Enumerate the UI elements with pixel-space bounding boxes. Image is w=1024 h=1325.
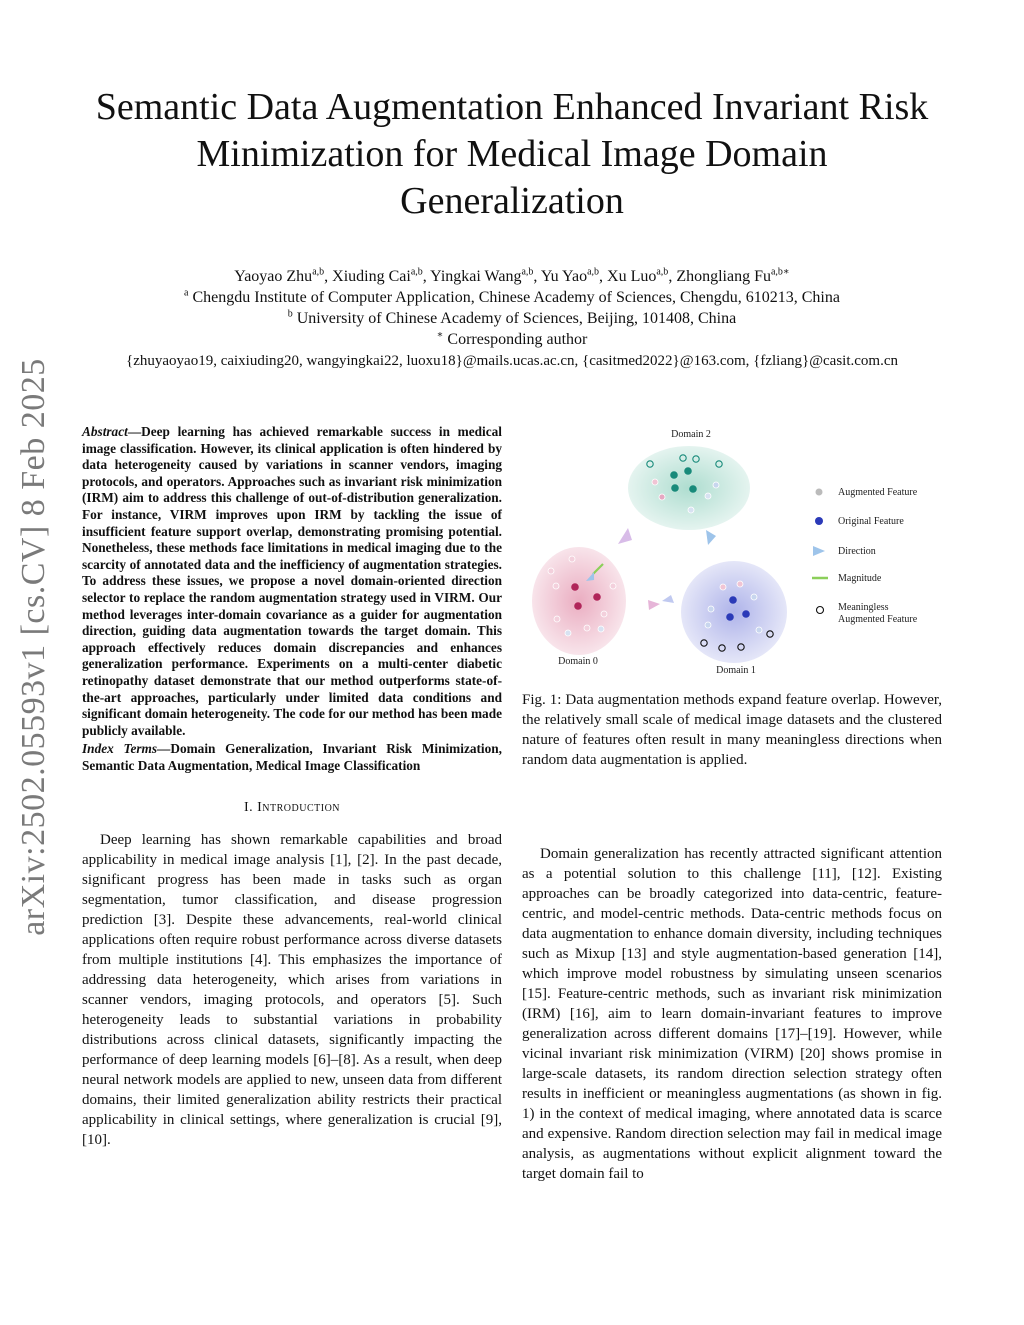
author-name: Yu Yao (540, 268, 588, 285)
augmented-feature-point (659, 494, 665, 500)
augmented-feature-point (569, 556, 575, 562)
augmented-feature-point (548, 568, 554, 574)
intro-paragraph-1: Deep learning has shown remarkable capabilities and broad applicability in medical image analysis [1], [2]. In the past decade, significant progress has been made in tasks such as organ segmentation, tumor classification, and disease progression prediction [3]. Despite these advancements, real-world clinical applications often require robust performance across diverse datasets from multiple institutions [4]. This emphasizes the importance of addressing data heterogeneity, which arises from variations in scanner vendors, imaging protocols, and operators [5]. Such heterogeneity leads to substantial variations in probability distributions across clinical datasets, significantly impacting the performance of deep learning models [6]–[8]. As a result, when deep neural network models are applied to new, unseen data from different domains, their limited generalization ability restricts their practical applicability in clinical settings, where generalization is crucial [9], [10]. (82, 832, 502, 1149)
original-feature-point (671, 484, 679, 492)
author-block (80, 266, 944, 372)
direction-arrow (648, 600, 660, 610)
legend-original-label: Original Feature (838, 516, 904, 527)
author-list: Yaoyao Zhu$^{a,b}$, Xiuding Cai$^{a,b}$, Yingkai Wang$^{a,b}$, Yu Yao$^{a,b}$, Xu Luo$^{a,b}$, Zhongliang $Fu^{a,b∗}$ (234, 266, 790, 285)
author-affiliation-mark: a,b (521, 266, 534, 278)
author-affiliation-mark: a,b∗ (770, 266, 790, 278)
index-terms-label: Index Terms (82, 741, 158, 757)
original-feature-point (684, 467, 692, 475)
direction-arrow (618, 528, 632, 544)
abstract (82, 424, 502, 739)
right-column (522, 844, 942, 1184)
legend-meaningless-icon (817, 607, 824, 614)
left-column (82, 424, 502, 1150)
author-affiliation-mark: a,b (656, 266, 669, 278)
augmented-feature-point (713, 482, 719, 488)
legend-meaningless-label-2: Augmented Feature (838, 614, 918, 625)
legend-direction-icon (813, 546, 825, 556)
direction-arrow (662, 595, 674, 603)
figure-1-caption: Fig. 1: Data augmentation methods expand feature overlap. However, the relatively small scale of medical image datasets and the clustered nature of features often result in many meaningless directions when random data augmentation is applied. (522, 692, 942, 768)
domain-2-cluster (628, 446, 750, 530)
original-feature-point (670, 471, 678, 479)
author-affiliation-mark: a,b (587, 266, 600, 278)
augmented-feature-point (598, 626, 604, 632)
augmented-feature-point (610, 583, 616, 589)
author-name: Xu Luo (607, 268, 657, 285)
domain-0-label: Domain 0 (558, 656, 598, 667)
augmented-feature-point (720, 584, 726, 590)
augmented-feature-point (553, 583, 559, 589)
augmented-feature-point (584, 625, 590, 631)
figure-1 (530, 424, 930, 686)
legend-direction-label: Direction (838, 546, 876, 557)
original-feature-point (742, 610, 750, 618)
augmented-feature-point (708, 606, 714, 612)
legend-original-icon (815, 517, 823, 525)
direction-arrow (706, 530, 716, 545)
original-feature-point (571, 583, 579, 591)
domain-1-label: Domain 1 (716, 665, 756, 676)
original-feature-point (689, 485, 697, 493)
legend-magnitude-label: Magnitude (838, 573, 882, 584)
author-name: Yingkai Wang (430, 268, 522, 285)
author-affiliation-mark: a,b (410, 266, 423, 278)
domain-0-cluster (532, 547, 626, 655)
domain-2-label: Domain 2 (671, 429, 711, 440)
author-name: Yaoyao Zhu (234, 268, 313, 285)
arxiv-sidebar (4, 358, 64, 936)
augmented-feature-point (652, 479, 658, 485)
section-heading-introduction: I. Introduction (243, 800, 341, 816)
intro-paragraph-2: Domain generalization has recently attracted significant attention as a potential solution to this challenge [11], [12]. Existing approaches can be broadly categorized into data-centric, feature-centric, and model-centric methods. Data-centric methods focus on data augmentation to enhance domain diversity, including techniques such as Mixup [13] and style augmentation-based generation [14], which improve model robustness by simulating unseen scenarios [15]. Feature-centric methods, such as invariant risk minimization (IRM) [16], aim to learn domain-invariant features to improve generalization across different domains [17]–[19]. However, while vicinal invariant risk minimization (VIRM) [20] shows promise in large-scale datasets, its random direction selection strategy often results in inefficient or meaningless augmentations (as shown in fig. 1) in the context of medical imaging, where annotated data is scarce and expensive. Random direction selection may fail in medical image analysis, as augmentations without explicit alignment toward the target domain fail to (522, 846, 942, 1182)
legend-augmented-icon (816, 489, 823, 496)
legend-augmented-label: Augmented Feature (838, 487, 918, 498)
augmented-feature-point (554, 616, 560, 622)
index-terms (82, 741, 502, 774)
corresponding-note: ∗ Corresponding author (436, 329, 588, 348)
augmented-feature-point (737, 581, 743, 587)
augmented-feature-point (565, 630, 571, 636)
augmented-feature-point (601, 611, 607, 617)
original-feature-point (574, 602, 582, 610)
author-affiliation-mark: a,b (312, 266, 325, 278)
affiliation-b: $^b$ University of Chinese Academy of Sciences, Beijing, 101408, China (287, 308, 737, 327)
domain-1-cluster (681, 561, 787, 663)
author-emails: {zhuyaoyao19, caixiuding20, wangyingkai22, luoxu18}@mails.ucas.ac.cn, {casitmed2022}@163.com, {fzliang}@casit.com.cn (126, 353, 898, 369)
augmented-feature-point (756, 627, 762, 633)
augmented-feature-point (688, 507, 694, 513)
feature-overlap-diagram (530, 424, 930, 686)
abstract-text: —Deep learning has achieved remarkable success in medical image classification. However, its clinical application is often hindered by data heterogeneity caused by variations in scanner vendors, imaging protocols, and operators. Approaches such as invariant risk minimization (IRM) aim to address this challenge of out-of-distribution generalization. For instance, VIRM improves upon IRM by tackling the issue of insufficient feature support overlap, demonstrating promising potential. Nonetheless, these methods face limitations in medical imaging due to the scarcity of annotated data and the inefficiency of augmentation strategies. To address these issues, we propose a novel domain-oriented direction selector to replace the random augmentation strategy used in VIRM. Our method leverages inter-domain covariance as a guider for augmentation direction, guiding data augmentation towards the target domain. This approach effectively reduces domain discrepancies and enhances generalization performance. Experiments on a multi-center diabetic retinopathy dataset demonstrate that our method outperforms state-of-the-art approaches, particularly under limited data conditions and significant domain heterogeneity. The code for our method has been made publicly available. (82, 424, 502, 738)
augmented-feature-point (705, 622, 711, 628)
paper-title: Semantic Data Augmentation Enhanced Invariant Risk Minimization for Medical Image Domain Generalization (95, 86, 929, 222)
original-feature-point (729, 596, 737, 604)
arxiv-identifier: arXiv:2502.05593v1 [cs.CV] 8 Feb 2025 (15, 358, 52, 936)
author-name: Zhongliang Fu (676, 268, 771, 285)
augmented-feature-point (705, 493, 711, 499)
augmented-feature-point (751, 594, 757, 600)
abstract-label: Abstract (82, 424, 128, 439)
affiliation-a: $^a$ Chengdu Institute of Computer Application, Chinese Academy of Sciences, Chengdu, 610213, China (184, 287, 840, 306)
original-feature-point (726, 613, 734, 621)
index-terms-text: —Domain Generalization, Invariant Risk Minimization, Semantic Data Augmentation, Medical Image Classification (82, 741, 502, 773)
original-feature-point (593, 593, 601, 601)
author-name: Xiuding Cai (332, 268, 411, 285)
legend-meaningless-label-1: Meaningless (838, 602, 889, 613)
